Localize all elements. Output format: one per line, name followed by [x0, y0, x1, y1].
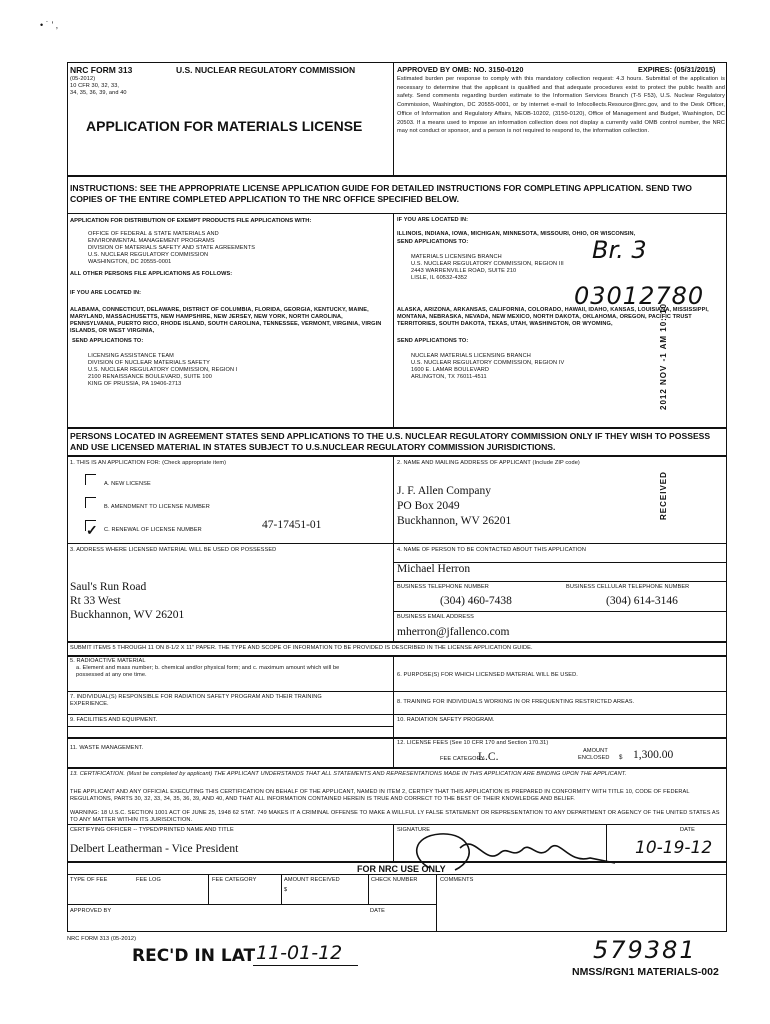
received-in-lat-date: 11-01-12	[256, 942, 343, 964]
nrc-date-label: DATE	[370, 908, 385, 914]
cell-label: BUSINESS CELLULAR TELEPHONE NUMBER	[566, 584, 690, 590]
option-renewal-label: C. RENEWAL OF LICENSE NUMBER	[104, 527, 202, 533]
certification-body: THE APPLICANT AND ANY OFFICIAL EXECUTING THIS CERTIFICATION ON BEHALF OF THE APPLICANT, NAMED IN ITEM 2, CERTIFY THAT THIS APPLICATION IS PREPARED IN CONFORMITY WITH TITLE 10, CODE OF FEDERAL REGULATIONS, PARTS 30, 32, 33, 34, 35, 36, 39, AND 40, AND THAT ALL INFORMATION CONTAINED HEREIN IS TRUE AND CORRECT TO THE BEST OF THEIR KNOWLEDGE AND BELIEF.	[70, 789, 690, 802]
cfr-line1: 10 CFR 30, 32, 33,	[70, 83, 120, 89]
item6: 6. PURPOSE(S) FOR WHICH LICENSED MATERIAL WILL BE USED.	[397, 672, 578, 678]
comments-label: COMMENTS	[440, 877, 474, 883]
send-to-region3: SEND APPLICATIONS TO:	[397, 239, 469, 245]
applicant-address: J. F. Allen Company PO Box 2049 Buckhannon, WV 26201	[397, 485, 512, 527]
send-to-region4: SEND APPLICATIONS TO:	[397, 338, 469, 344]
received-in-lat: REC'D IN LAT	[132, 946, 256, 966]
form-title: APPLICATION FOR MATERIALS LICENSE	[86, 118, 363, 134]
if-located-right: IF YOU ARE LOCATED IN:	[397, 217, 469, 223]
control-number: 579381	[593, 936, 697, 964]
fee-category-label: FEE CATEGORY	[440, 756, 485, 762]
item10: 10. RADIATION SAFETY PROGRAM.	[397, 717, 495, 723]
item8: 8. TRAINING FOR INDIVIDUALS WORKING IN OR FREQUENTING RESTRICTED AREAS.	[397, 699, 635, 705]
enclosed-label: ENCLOSED	[578, 755, 610, 761]
nrc-fee-category-label: FEE CATEGORY	[212, 877, 257, 883]
send-to-left: SEND APPLICATIONS TO:	[72, 338, 144, 344]
fee-log-label: FEE LOG	[136, 877, 161, 883]
form-number: NRC FORM 313	[70, 65, 133, 75]
item12: 12. LICENSE FEES (See 10 CFR 170 and Section 170.31)	[397, 740, 549, 746]
contact-name: Michael Herron	[397, 563, 471, 575]
type-of-fee-label: TYPE OF FEE	[70, 877, 108, 883]
amount-received-dollar: $	[284, 887, 288, 893]
item5-title: 5. RADIOACTIVE MATERIAL	[70, 658, 146, 664]
officer-label: CERTIFYING OFFICER -- TYPED/PRINTED NAME AND TITLE	[70, 827, 234, 833]
certification-warning: WARNING: 18 U.S.C. SECTION 1001 ACT OF JUNE 25, 1948 62 STAT. 749 MAKES IT A CRIMINAL OFFENSE TO MAKE A WILLFUL LY FALSE STATEMENT OR REPRESENTATION TO ANY DEPARTMENT OR AGENCY OF THE UNITED STATES AS TO ANY MATTER WITHIN ITS JURISDICTION.	[70, 810, 720, 823]
received-stamp: 2012 NOV -1 AM 10: 10	[659, 303, 668, 410]
burden-statement: Estimated burden per response to comply with this mandatory collection request: 4.3 hours. Submittal of the application is necessary to determine that the applicant is qualified and that adequate procedures exist to protect the public health and safety. Send comments regarding burden estimate to the Information Services Branch (T-5 F53), U.S. Nuclear Regulatory Commission, Washington, DC 20555-0001, or by internet e-mail to Infocollects.Resource@nrc.gov, and to the Desk Officer, Office of Information and Regulatory Affairs, NEOB-10202, (3150-0120), Office of Management and Budget, Washington, DC 20503. If a means used to impose an information collection does not display a currently valid OMB control number, the NRC may not conduct or sponsor, and a person is not required to respond to, the information collection.	[397, 76, 725, 135]
instructions-heading: INSTRUCTIONS: SEE THE APPROPRIATE LICENSE APPLICATION GUIDE FOR DETAILED INSTRUCTIONS FOR COMPLETING APPLICATION. SEND TWO COPIES OF THE ENTIRE COMPLETED APPLICATION TO THE NRC OFFICE SPECIFIED BELOW.	[70, 183, 692, 204]
phone-label: BUSINESS TELEPHONE NUMBER	[397, 584, 489, 590]
item3-label: 3. ADDRESS WHERE LICENSED MATERIAL WILL BE USED OR POSSESSED	[70, 547, 277, 553]
expires-label: EXPIRES: (05/31/2015)	[638, 65, 716, 74]
approved-by-label: APPROVED BY	[70, 908, 112, 914]
agreement-notice: PERSONS LOCATED IN AGREEMENT STATES SEND APPLICATIONS TO THE U.S. NUCLEAR REGULATORY COMMISSION ONLY IF THEY WISH TO POSSESS AND USE LICENSED MATERIAL IN STATES SUBJECT TO U.S.NUCLEAR REGULATORY COMMISSION JURISDICTIONS.	[70, 431, 711, 452]
form-date: (05-2012)	[70, 76, 96, 82]
handwritten-branch: Br. 3	[592, 236, 647, 264]
cfr-line2: 34, 35, 36, 39, and 40	[70, 90, 127, 96]
omb-label: APPROVED BY OMB: NO. 3150-0120	[397, 65, 524, 74]
fee-amount: 1,300.00	[633, 749, 674, 761]
use-address: Saul's Run Road Rt 33 West Buckhannon, WV 26201	[70, 581, 185, 621]
handwritten-docket: 03012780	[574, 282, 705, 310]
all-other-persons: ALL OTHER PERSONS FILE APPLICATIONS AS FOLLOWS:	[70, 271, 233, 277]
item2-label: 2. NAME AND MAILING ADDRESS OF APPLICANT (Include ZIP code)	[397, 460, 580, 466]
item11: 11. WASTE MANAGEMENT.	[70, 745, 144, 751]
certifying-officer: Delbert Leatherman - Vice President	[70, 843, 239, 855]
certification-title: 13. CERTIFICATION. (Must be completed by applicant) THE APPLICANT UNDERSTANDS THAT ALL STATEMENTS AND REPRESENTATIONS MADE IN THIS APPLICATION ARE BINDING UPON THE APPLICANT.	[70, 771, 627, 777]
signature-date: 10-19-12	[635, 838, 713, 858]
date-label: DATE	[680, 827, 695, 833]
nmss-label: NMSS/RGN1 MATERIALS-002	[572, 966, 719, 978]
amount-received-label: AMOUNT RECEIVED	[284, 877, 340, 883]
option-amendment-checkbox[interactable]	[85, 497, 96, 508]
item7: 7. INDIVIDUAL(S) RESPONSIBLE FOR RADIATION SAFETY PROGRAM AND THEIR TRAINING EXPERIENCE.	[70, 694, 322, 707]
license-number: 47-17451-01	[262, 519, 322, 531]
item4-label: 4. NAME OF PERSON TO BE CONTACTED ABOUT THIS APPLICATION	[397, 547, 586, 553]
fee-category-value: L.C.	[478, 751, 499, 763]
renewal-check-mark: ✓	[86, 522, 98, 538]
signature-label: SIGNATURE	[397, 827, 431, 833]
exempt-address: OFFICE OF FEDERAL & STATE MATERIALS AND ENVIRONMENTAL MANAGEMENT PROGRAMS DIVISION OF MATERIALS SAFETY AND STATE AGREEMENTS U.S. NUCLEAR REGULATORY COMMISSION WASHINGTON, DC 20555-0001	[88, 231, 256, 265]
amount-label: AMOUNT	[583, 748, 608, 754]
submit-instructions: SUBMIT ITEMS 5 THROUGH 11 ON 8-1/2 X 11" PAPER. THE TYPE AND SCOPE OF INFORMATION TO BE PROVIDED IS DESCRIBED IN THE LICENSE APPLICATION GUIDE.	[70, 645, 533, 651]
nrc-use-title: FOR NRC USE ONLY	[357, 864, 446, 874]
region4-states: ALASKA, ARIZONA, ARKANSAS, CALIFORNIA, COLORADO, HAWAII, IDAHO, KANSAS, LOUISIANA, MISSISSIPPI, MONTANA, NEBRASKA, NEVADA, NEW MEXICO, NORTH DAKOTA, OKLAHOMA, OREGON, PACIFIC TRUST TERRITORIES, SOUTH DAKOTA, TEXAS, UTAH, WASHINGTON, OR WYOMING,	[397, 307, 709, 327]
region3-states: ILLINOIS, INDIANA, IOWA, MICHIGAN, MINNESOTA, MISSOURI, OHIO, OR WISCONSIN,	[397, 231, 636, 237]
check-number-label: CHECK NUMBER	[371, 877, 418, 883]
item9: 9. FACILITIES AND EQUIPMENT.	[70, 717, 158, 723]
region1-states: ALABAMA, CONNECTICUT, DELAWARE, DISTRICT OF COLUMBIA, FLORIDA, GEORGIA, KENTUCKY, MAINE, MARYLAND, MASSACHUSETTS, NEW HAMPSHIRE, NEW JERSEY, NEW YORK, NORTH CAROLINA, PENNSYLVANIA, PUERTO RICO, RHODE ISLAND, SOUTH CAROLINA, TENNESSEE, VERMONT, VIRGINIA, VIRGIN ISLANDS, OR WEST VIRGINIA,	[70, 307, 382, 334]
region1-address: LICENSING ASSISTANCE TEAM DIVISION OF NUCLEAR MATERIALS SAFETY U.S. NUCLEAR REGULATORY COMMISSION, REGION I 2100 RENAISSANCE BOULEVARD, SUITE 100 KING OF PRUSSIA, PA 19406-2713	[88, 353, 238, 387]
option-amendment-label: B. AMENDMENT TO LICENSE NUMBER	[104, 504, 210, 510]
stray-marks: • ˙ ’ ‚	[40, 20, 59, 30]
business-email: mherron@jfallenco.com	[397, 626, 510, 638]
form-id-footer: NRC FORM 313 (05-2012)	[67, 936, 137, 942]
if-located-left: IF YOU ARE LOCATED IN:	[70, 290, 142, 296]
exempt-heading: APPLICATION FOR DISTRIBUTION OF EXEMPT PRODUCTS FILE APPLICATIONS WITH:	[70, 218, 312, 224]
region3-address: MATERIALS LICENSING BRANCH U.S. NUCLEAR REGULATORY COMMISSION, REGION III 2443 WARRENVILLE ROAD, SUITE 210 LISLE, IL 60532-4352	[411, 254, 564, 281]
agency-name: U.S. NUCLEAR REGULATORY COMMISSION	[176, 65, 356, 75]
business-phone: (304) 460-7438	[440, 595, 512, 607]
business-cell: (304) 614-3146	[606, 595, 678, 607]
region4-address: NUCLEAR MATERIALS LICENSING BRANCH U.S. NUCLEAR REGULATORY COMMISSION, REGION IV 1600 E. LAMAR BOULEVARD ARLINGTON, TX 76011-4511	[411, 353, 565, 380]
option-new-license-checkbox[interactable]	[85, 474, 96, 485]
option-new-license-label: A. NEW LICENSE	[104, 481, 151, 487]
dollar-sign: $	[619, 754, 623, 761]
email-label: BUSINESS EMAIL ADDRESS	[397, 614, 474, 620]
item1-label: 1. THIS IS AN APPLICATION FOR: (Check appropriate item)	[70, 460, 227, 466]
item5-text: a. Element and mass number; b. chemical and/or physical form; and c. maximum amount which will be possessed at any one time.	[76, 665, 340, 678]
received-stamp-label: RECEIVED	[659, 471, 668, 520]
